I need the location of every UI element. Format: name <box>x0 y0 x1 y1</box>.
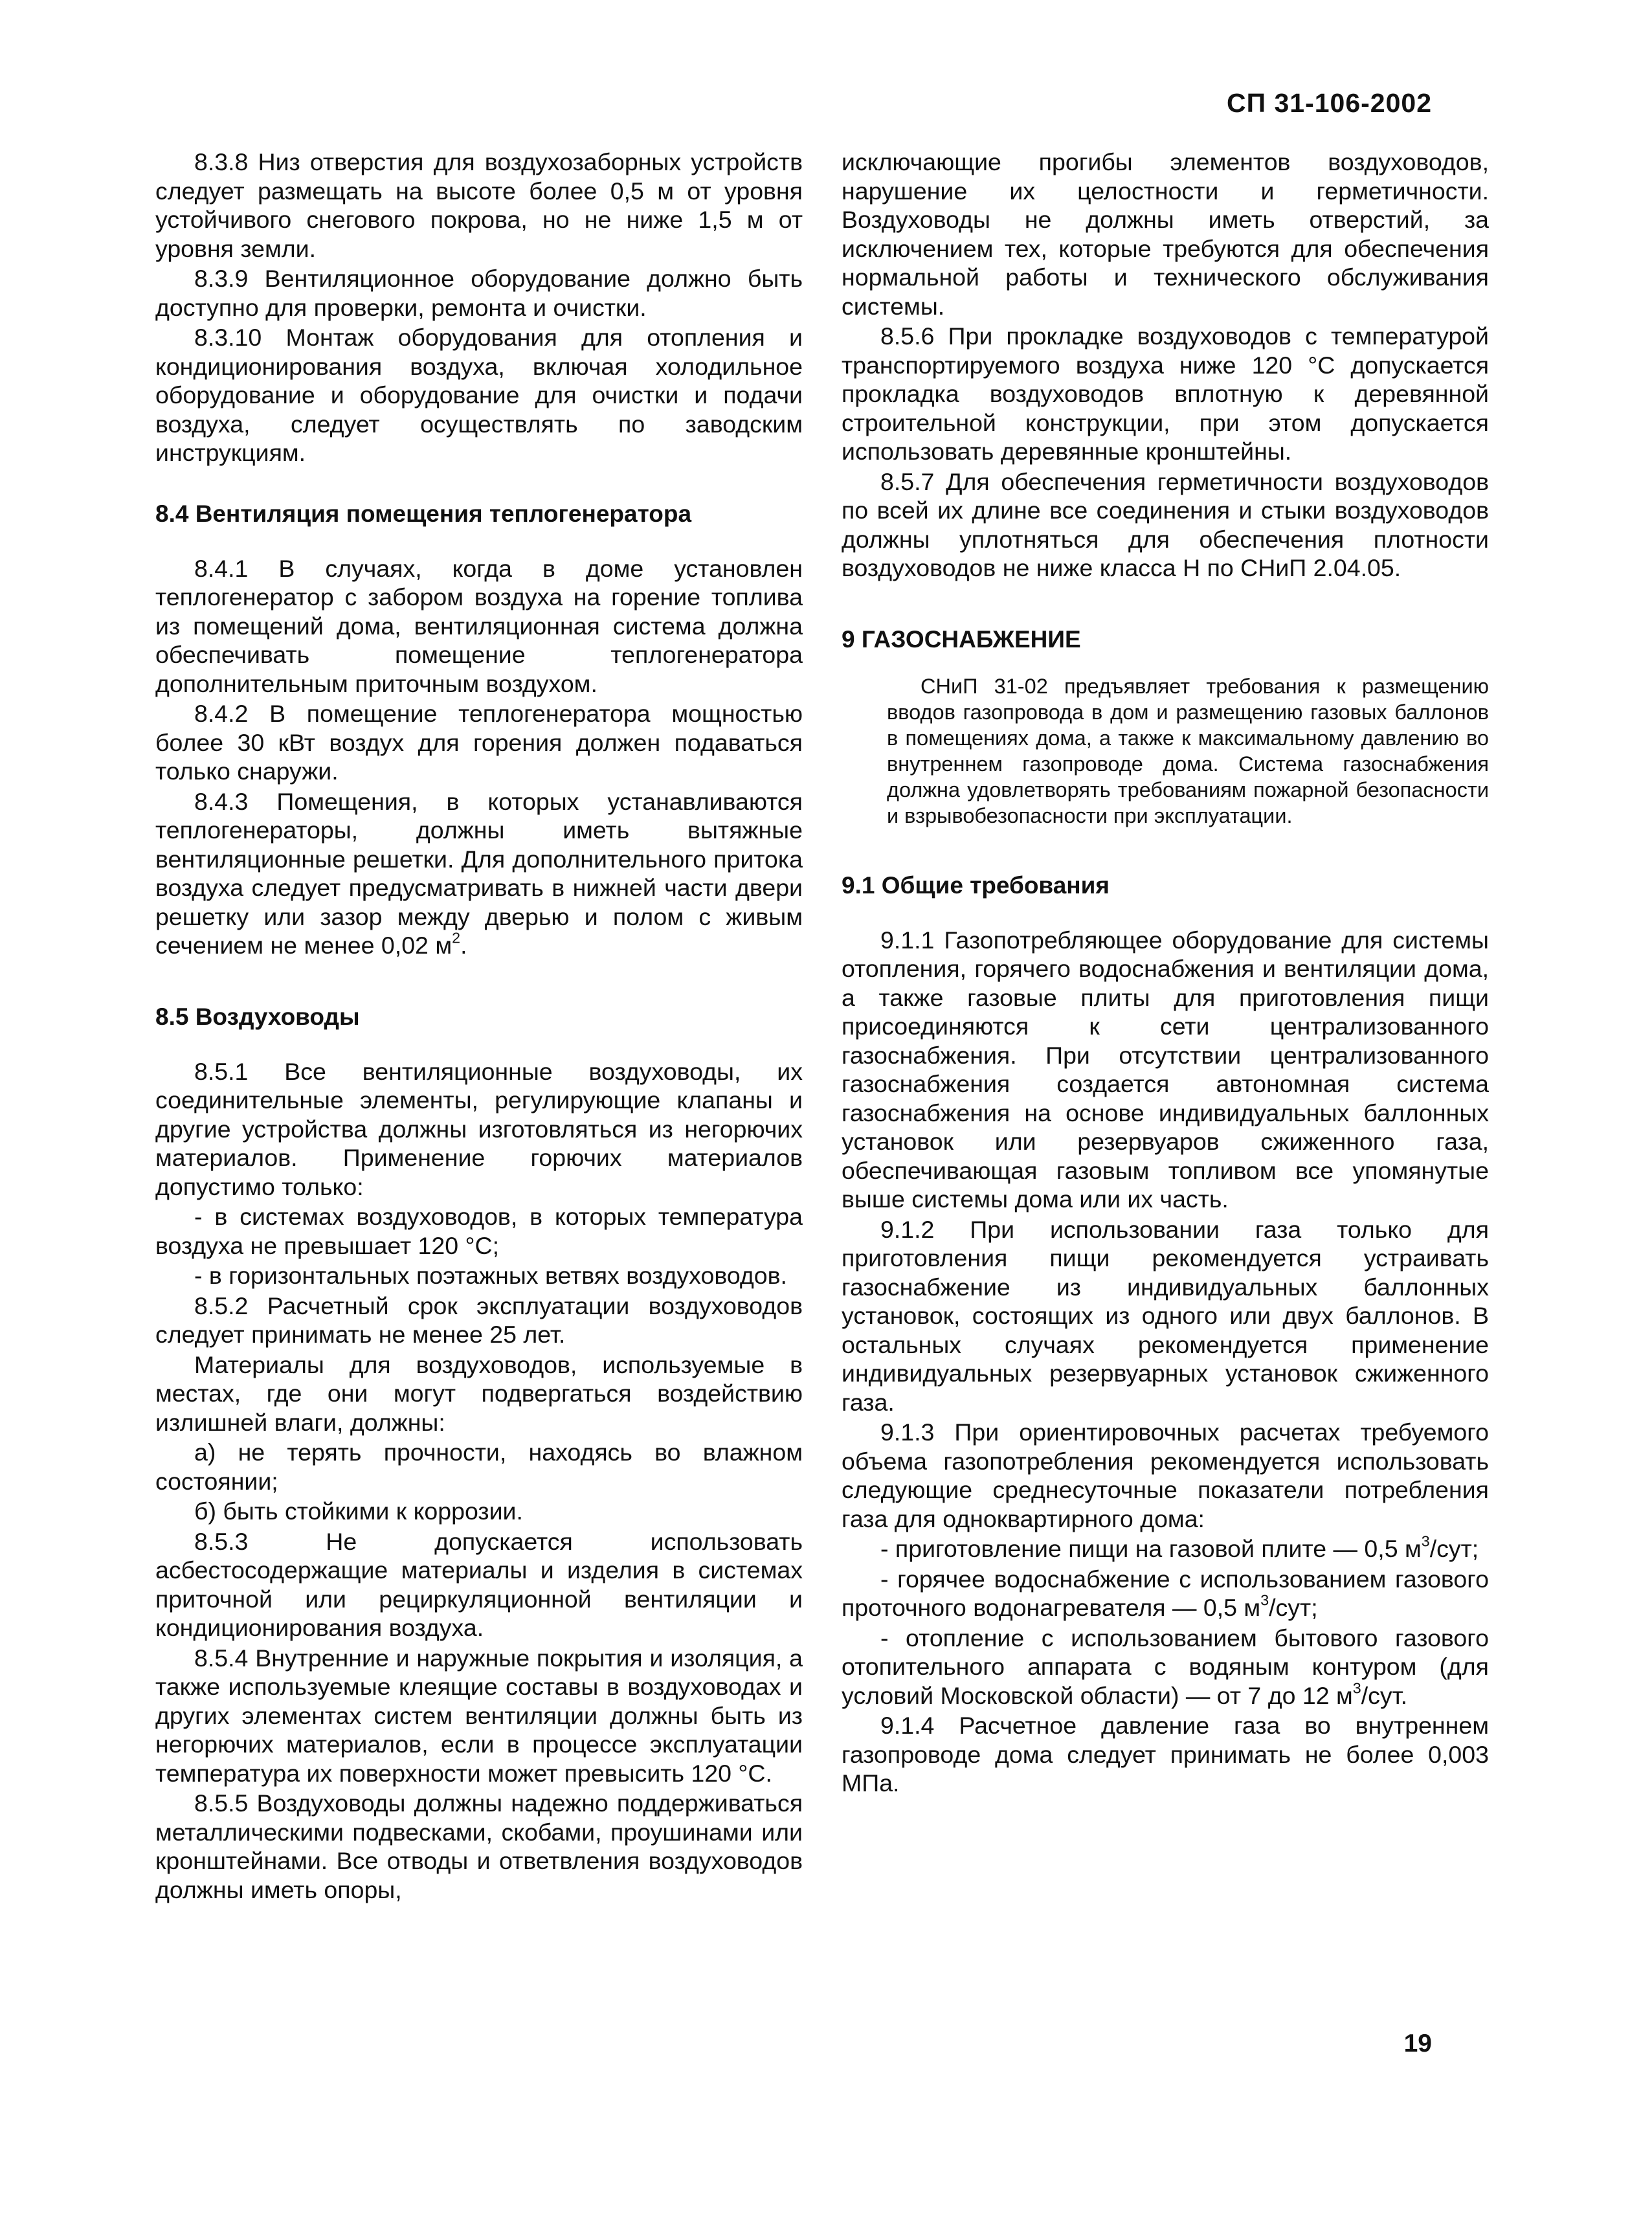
paragraph-8-3-8: 8.3.8 Низ отверстия для воздухозаборных устройств следует размещать на высоте более 0,5 м от уровня устойчивого снегового покрова, но не ниже 1,5 м от уровня земли. <box>155 148 803 262</box>
list-item-heating-text: - отопление с использованием бытового газового отопительного аппарата с водяным контуром (для условий Московской области) — от 7 до 12 м <box>842 1624 1489 1709</box>
paragraph-9-1-1: 9.1.1 Газопотребляющее оборудование для системы отопления, горячего водоснабжения и вентиляции дома, а также газовые плиты для приготовления пищи присоединяются к сети централизованного газоснабжения. При отсутствии централизованного газоснабжения создается автономная система газоснабжения на основе индивидуальных баллонных установок или резервуаров сжиженного газа, обеспечивающая газовым топливом все упомянутые выше системы дома или их часть. <box>842 926 1489 1213</box>
heading-8-4: 8.4 Вентиляция помещения теплогенератора <box>155 500 692 527</box>
superscript: 3 <box>1352 1679 1361 1697</box>
heading-8-5: 8.5 Воздуховоды <box>155 1003 360 1030</box>
paragraph-9-1-4: 9.1.4 Расчетное давление газа во внутреннем газопроводе дома следует принимать не более 0,003 МПа. <box>842 1712 1489 1797</box>
right-column <box>842 148 1489 1799</box>
list-item-cooking-unit: /сут; <box>1429 1535 1479 1562</box>
list-item-cooking <box>842 1534 1489 1563</box>
section-9-intro <box>842 673 1489 829</box>
heading-9-1: 9.1 Общие требования <box>842 871 1110 899</box>
superscript: 3 <box>1260 1591 1269 1609</box>
page-number: 19 <box>1403 2030 1432 2057</box>
list-item-hot-water <box>842 1565 1489 1622</box>
paragraph-8-5-6: 8.5.6 При прокладке воздуховодов с температурой транспортируемого воздуха ниже 120 °С допускается прокладка воздуховодов вплотную к деревянной строительной конструкции, при этом допускается использовать деревянные кронштейны. <box>842 322 1489 465</box>
paragraph-9-1-3: 9.1.3 При ориентировочных расчетах требуемого объема газопотребления рекомендуется использовать следующие среднесуточные показатели потребления газа для одноквартирного дома: <box>842 1418 1489 1532</box>
list-item-a: а) не терять прочности, находясь во влажном состоянии; <box>155 1439 803 1495</box>
paragraph-8-4-1: 8.4.1 В случаях, когда в доме установлен теплогенератор с забором воздуха на горение топлива из помещений дома, вентиляционная система должна обеспечивать помещение теплогенератора дополнительным приточным воздухом. <box>155 554 803 697</box>
paragraph-8-5-4: 8.5.4 Внутренние и наружные покрытия и изоляция, а также используемые клеящие составы в воздуховодах и других элементах систем вентиляции должны быть из негорючих материалов, если в процессе эксплуатации температура их поверхности может превысить 120 °С. <box>155 1644 803 1787</box>
paragraph-8-3-9: 8.3.9 Вентиляционное оборудование должно быть доступно для проверки, ремонта и очистки. <box>155 265 803 321</box>
paragraph-8-5-5-continued: исключающие прогибы элементов воздуховодов, нарушение их целостности и герметичности. Воздуховоды не должны иметь отверстий, за исключением тех, которые требуются для обеспечения нормальной работы и технического обслуживания системы. <box>842 148 1489 320</box>
paragraph-8-4-2: 8.4.2 В помещение теплогенератора мощностью более 30 кВт воздух для горения должен подаваться только снаружи. <box>155 700 803 785</box>
paragraph-materials: Материалы для воздуховодов, используемые в местах, где они могут подвергаться воздействию излишней влаги, должны: <box>155 1350 803 1436</box>
left-column <box>155 148 803 1905</box>
list-item-hot-water-unit: /сут; <box>1269 1594 1318 1621</box>
list-item-hot-water-text: - горячее водоснабжение с использованием газового проточного водонагревателя — 0,5 м <box>842 1565 1489 1621</box>
list-item-cooking-text: - приготовление пищи на газовой плите — 0,5 м <box>880 1535 1422 1562</box>
list-item-heating-unit: /сут. <box>1361 1681 1408 1709</box>
list-item-heating <box>842 1624 1489 1710</box>
heading-section-9: 9 ГАЗОСНАБЖЕНИЕ <box>842 625 1081 653</box>
paragraph-8-5-1: 8.5.1 Все вентиляционные воздуховоды, их соединительные элементы, регулирующие клапаны и другие устройства должны изготовляться из негорючих материалов. Применение горючих материалов допустимо только: <box>155 1057 803 1200</box>
list-item-b: б) быть стойкими к коррозии. <box>194 1497 523 1525</box>
superscript: 3 <box>1421 1532 1430 1550</box>
paragraph-9-1-2: 9.1.2 При использовании газа только для приготовления пищи рекомендуется устраивать газоснабжение из индивидуальных баллонных установок, состоящих из одного или двух баллонов. В остальных случаях рекомендуется применение индивидуальных резервуарных установок сжиженного газа. <box>842 1215 1489 1416</box>
paragraph-8-5-3: 8.5.3 Не допускается использовать асбестосодержащие материалы и изделия в системах приточной или рециркуляционной вентиляции и кондиционирования воздуха. <box>155 1527 803 1641</box>
paragraph-8-4-3-end: . <box>460 932 467 959</box>
paragraph-8-5-5: 8.5.5 Воздуховоды должны надежно поддерживаться металлическими подвесками, скобами, проушинами или кронштейнами. Все отводы и ответвления воздуховодов должны иметь опоры, <box>155 1789 803 1903</box>
paragraph-8-4-3-text: 8.4.3 Помещения, в которых устанавливаются теплогенераторы, должны иметь вытяжные вентиляционные решетки. Для дополнительного притока воздуха следует предусматривать в нижней части двери решетку или зазор между дверью и полом с живым сечением не менее 0,02 м <box>155 787 803 959</box>
paragraph-8-5-1-item-b: - в горизонтальных поэтажных ветвях воздуховодов. <box>194 1262 787 1289</box>
paragraph-8-4-3 <box>155 787 803 960</box>
paragraph-8-3-10: 8.3.10 Монтаж оборудования для отопления и кондиционирования воздуха, включая холодильное оборудование и оборудование для очистки и подачи воздуха, следует осуществлять по заводским инструкциям. <box>155 324 803 466</box>
paragraph-8-5-7: 8.5.7 Для обеспечения герметичности воздуховодов по всей их длине все соединения и стыки воздуховодов должны уплотняться для обеспечения плотности воздуховодов не ниже класса Н по СНиП 2.04.05. <box>842 467 1489 581</box>
section-9-intro-text: СНиП 31-02 предъявляет требования к размещению вводов газопровода в дом и размещению газовых баллонов в помещениях дома, а также к максимальному давлению во внутреннем газопроводе дома. Система газоснабжения должна удовлетворять требованиям пожарной безопасности и взрывобезопасности при эксплуатации. <box>887 674 1489 827</box>
paragraph-8-5-1-item-a: - в системах воздуховодов, в которых температура воздуха не превышает 120 °С; <box>155 1203 803 1259</box>
document-code: СП 31-106-2002 <box>1227 88 1432 118</box>
superscript: 2 <box>452 929 461 946</box>
paragraph-8-5-2: 8.5.2 Расчетный срок эксплуатации воздуховодов следует принимать не менее 25 лет. <box>155 1292 803 1348</box>
